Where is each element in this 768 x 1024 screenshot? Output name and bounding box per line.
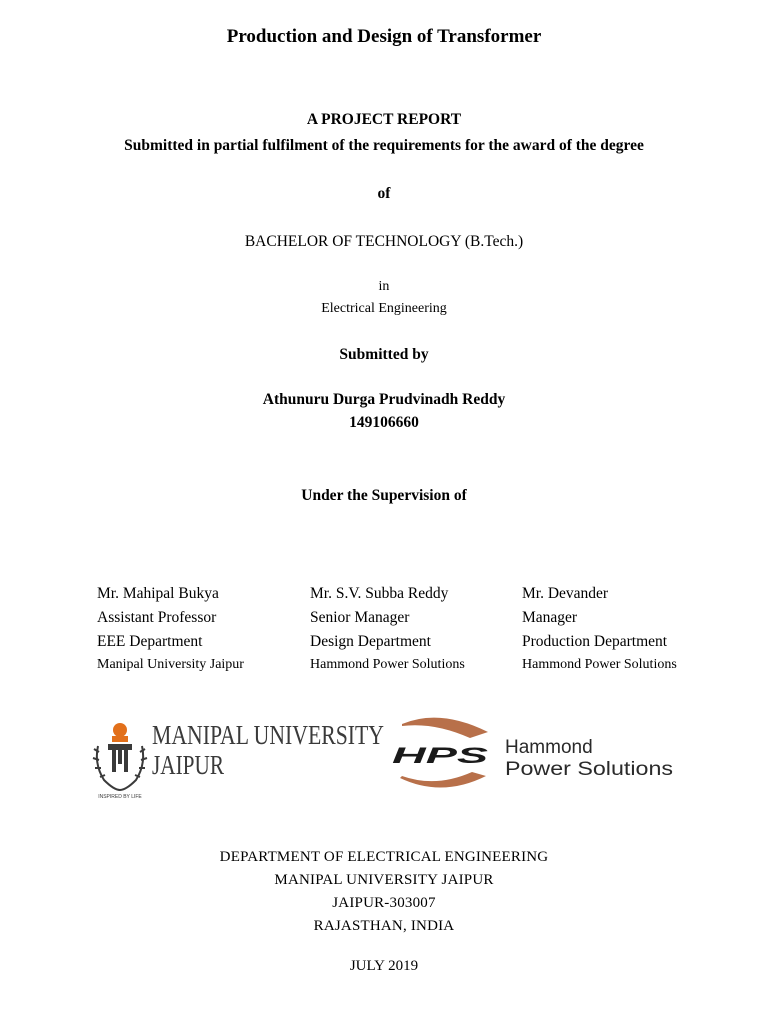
address-line: DEPARTMENT OF ELECTRICAL ENGINEERING <box>219 849 549 865</box>
submission-statement: Submitted in partial fulfilment of the requirements for the award of the degree <box>124 137 644 154</box>
supervisor-designation: Manager <box>522 609 578 626</box>
address-line: RAJASTHAN, INDIA <box>313 918 455 934</box>
supervisor-name: Mr. Mahipal Bukya <box>97 585 219 602</box>
supervision-label: Under the Supervision of <box>301 487 467 504</box>
supervisor-name: Mr. S.V. Subba Reddy <box>310 585 449 602</box>
manipal-emblem-icon <box>93 723 147 790</box>
hps-mark: HPS <box>392 743 489 768</box>
supervisor-organization: Hammond Power Solutions <box>522 657 677 672</box>
supervisor-1 <box>97 582 244 676</box>
supervisor-designation: Senior Manager <box>310 609 410 626</box>
degree-name: BACHELOR OF TECHNOLOGY (B.Tech.) <box>244 233 524 250</box>
department-address <box>0 846 768 938</box>
manipal-name-line2: JAIPUR <box>152 750 224 780</box>
manipal-motto: INSPIRED BY LIFE <box>98 794 142 800</box>
report-type: A PROJECT REPORT <box>306 111 462 128</box>
supervisor-designation: Assistant Professor <box>97 609 217 626</box>
supervisor-organization: Hammond Power Solutions <box>310 657 465 672</box>
supervisor-2 <box>310 582 465 676</box>
manipal-name-line1: MANIPAL UNIVERSITY <box>152 720 384 750</box>
address-line: MANIPAL UNIVERSITY JAIPUR <box>274 872 494 888</box>
supervisor-department: Design Department <box>310 633 431 650</box>
supervisor-organization: Manipal University Jaipur <box>97 657 244 672</box>
supervisor-department: Production Department <box>522 633 668 650</box>
hps-name-line2: Power Solutions <box>505 759 673 780</box>
submission-date: JULY 2019 <box>349 958 419 974</box>
hps-swoosh-top-icon <box>402 718 488 738</box>
student-id: 149106660 <box>349 414 419 431</box>
supervisor-department: EEE Department <box>97 633 203 650</box>
address-line: JAIPUR-303007 <box>332 895 436 911</box>
document-title: Production and Design of Transformer <box>226 26 542 47</box>
student-name: Athunuru Durga Prudvinadh Reddy <box>262 391 506 408</box>
in-label: in <box>378 279 390 294</box>
submitted-by-label: Submitted by <box>339 346 429 363</box>
manipal-university-logo <box>93 720 384 800</box>
supervisor-name: Mr. Devander <box>522 585 609 602</box>
branch-name: Electrical Engineering <box>321 301 447 316</box>
of-label: of <box>377 185 391 202</box>
hps-name-line1: Hammond <box>505 737 593 758</box>
hps-logo <box>388 718 673 788</box>
logos-banner <box>90 712 690 802</box>
supervisor-3 <box>522 582 677 676</box>
hps-swoosh-bottom-icon <box>400 772 486 788</box>
